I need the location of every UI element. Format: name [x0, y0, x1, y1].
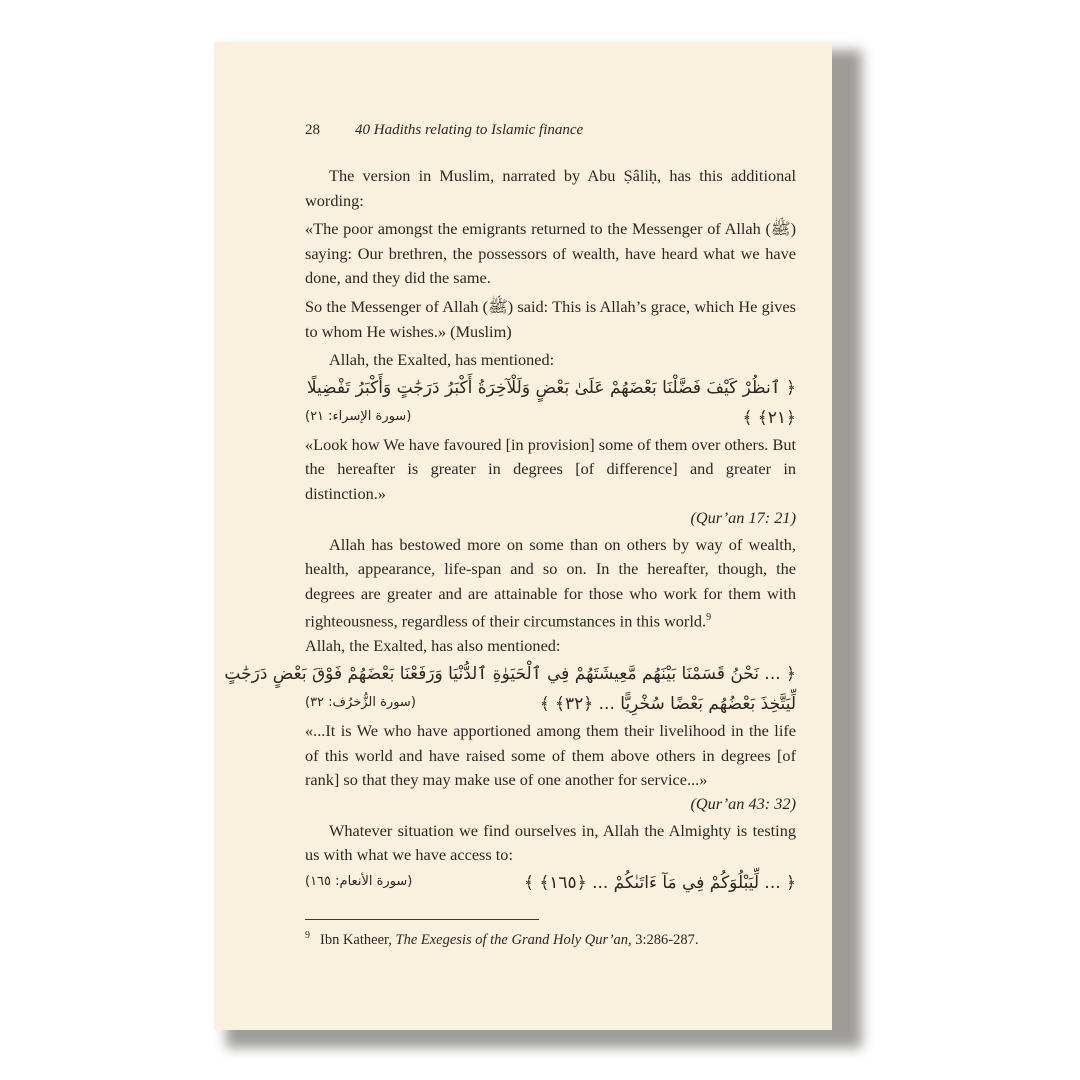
paragraph-bestowed	[305, 533, 796, 635]
citation-2: (Qur’an 43: 32)	[690, 793, 796, 813]
paragraph-allah-mentioned: Allah, the Exalted, has mentioned:	[329, 350, 555, 370]
footnote-divider	[305, 919, 539, 920]
hadith-quote-part1: «The poor amongst the emigrants returned to the Messenger of Allah (ﷺ) saying: Our brethren, the possessors of wealth, have heard what we have done, and they did the same.	[305, 219, 796, 288]
paragraph-also-mentioned: Allah, the Exalted, has also mentioned:	[305, 636, 561, 656]
footnote-work: The Exegesis of the Grand Holy Qur’an,	[395, 931, 632, 948]
book-title: 40 Hadiths relating to Islamic finance	[355, 122, 584, 138]
arabic-verse-2-line2	[305, 689, 796, 719]
arabic-verse-2-line1: ﴿ ... نَحْنُ قَسَمْنَا بَيْنَهُم مَّعِيشَتَهُمْ فِي ٱلْحَيَوٰةِ ٱلدُّنْيَا وَرَفَعْنَا بَعْضَهُمْ فَوْقَ بَعْضٍ دَرَجَٰتٍ	[224, 663, 796, 684]
arabic-verse-1-line1: ﴿ ٱنظُرْ كَيْفَ فَضَّلْنَا بَعْضَهُمْ عَلَىٰ بَعْضٍ وَلَلْآخِرَةُ أَكْبَرُ دَرَجَٰتٍ وَأَكْبَرُ تَفْضِيلًا	[306, 377, 796, 398]
arabic-verse-2-end: لِّيَتَّخِذَ بَعْضُهُم بَعْضًا سُخْرِيًّا ... ﴿٣٢﴾ ﴾	[539, 693, 796, 714]
footnote-number: 9	[305, 930, 310, 941]
arabic-verse-3-text: ﴿ ... لِّيَبْلُوَكُمْ فِي مَآ ءَاتَىٰكُمْ ... ﴿١٦٥﴾ ﴾	[523, 872, 796, 893]
paragraph-bestowed-text: Allah has bestowed more on some than on others by way of wealth, health, appearance, life-span and so on. In the hereafter, though, the degrees are greater and are attainable for those who work for them with righteousness, regardless of their circumstances in this world.	[305, 534, 796, 631]
page-body	[224, 164, 796, 898]
footnote-pages: 3:286-287.	[635, 931, 699, 948]
citation-1: (Qur’an 17: 21)	[690, 507, 796, 527]
translation-2: «...It is We who have apportioned among them their livelihood in the life of this world and have raised some of them above others in degrees [of rank] so that they may make use of one another for service...»	[305, 720, 796, 790]
arabic-reference-1: (سورة الإسراء: ٢١)	[305, 408, 412, 424]
running-head	[305, 120, 765, 140]
arabic-verse-1-end: ﴿٢١﴾ ﴾	[742, 407, 796, 428]
book-page	[214, 42, 832, 1030]
hadith-quote-part2: So the Messenger of Allah (ﷺ) said: This is Allah’s grace, which He gives to whom He wishes.» (Muslim)	[305, 296, 796, 341]
footnote-marker: 9	[706, 612, 712, 624]
page-number: 28	[305, 122, 320, 138]
arabic-verse-3	[305, 868, 796, 898]
footnote-author: Ibn Katheer,	[320, 931, 392, 948]
paragraph-muslim-version: The version in Muslim, narrated by Abu Ṣâliḥ, has this additional wording:	[305, 166, 796, 210]
arabic-reference-2: (سورة الزُّخرُف: ٣٢)	[305, 694, 416, 710]
arabic-reference-3: (سورة الأنعام: ١٦٥)	[305, 873, 413, 889]
paragraph-testing: Whatever situation we find ourselves in, Allah the Almighty is testing us with what we have access to:	[305, 820, 796, 865]
footnote	[305, 926, 796, 950]
arabic-verse-1-line2	[305, 403, 796, 433]
translation-1: «Look how We have favoured [in provision] some of them over others. But the hereafter is greater in degrees [of difference] and greater in distinction.»	[305, 434, 796, 503]
